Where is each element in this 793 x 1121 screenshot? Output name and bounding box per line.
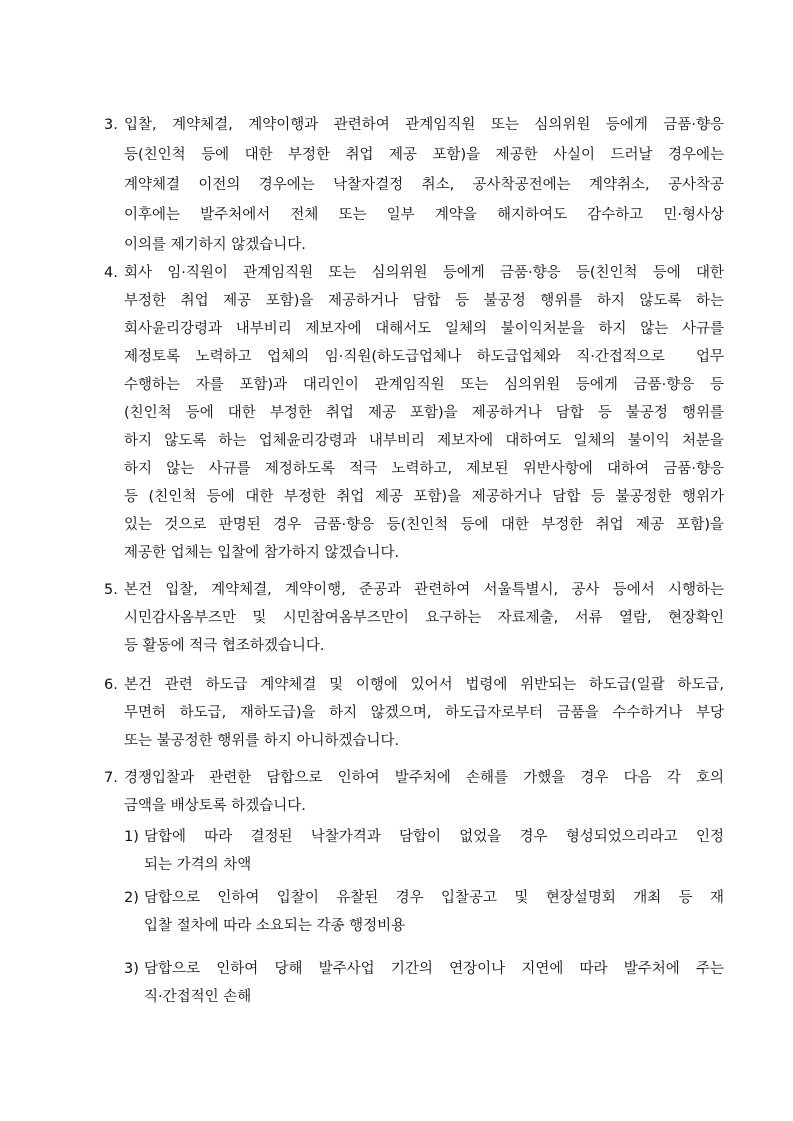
clause-line: 제정토록 노력하고 업체의 임·직원(하도급업체나 하도급업체와 직·간접적으로 업무 <box>124 349 724 365</box>
clause-line: 이후에는 발주처에서 전체 또는 일부 계약을 해지하여도 감수하고 민·형사상 <box>124 207 724 223</box>
clause-line: 하지 않도록 하는 업체윤리강령과 내부비리 제보자에 대하여도 일체의 불이익 처분을 <box>124 433 724 449</box>
clause-line: 등 활동에 적극 협조하겠습니다. <box>124 638 325 654</box>
clause-line: 수행하는 자를 포함)과 대리인이 관계임직원 또는 심의위원 등에게 금품·향응 등 <box>124 377 724 393</box>
clause-number: 5. <box>104 582 118 598</box>
clause-number: 4. <box>104 265 118 281</box>
clause-line: 또는 불공정한 행위를 하지 아니하겠습니다. <box>124 733 400 749</box>
clause-line: 입찰, 계약체결, 계약이행과 관련하여 관계임직원 또는 심의위원 등에게 금품·향응 <box>124 117 724 133</box>
clause-line: 경쟁입찰과 관련한 담합으로 인하여 발주처에 손해를 가했을 경우 다음 각 호의 <box>124 770 724 786</box>
clause-line: 하지 않는 사규를 제정하도록 적극 노력하고, 제보된 위반사항에 대하여 금품·향응 <box>124 461 724 477</box>
subclause-line: 입찰 절차에 따라 소요되는 각종 행정비용 <box>144 918 406 934</box>
clause-line: 본건 입찰, 계약체결, 계약이행, 준공과 관련하여 서울특별시, 공사 등에서 시행하는 <box>124 582 724 598</box>
clause-line: 등 (친인척 등에 대한 부정한 취업 제공 포함)을 제공하거나 담합 등 불공정한 행위가 <box>124 489 724 505</box>
clause-line: 본건 관련 하도급 계약체결 및 이행에 있어서 법령에 위반되는 하도급(일괄 하도급, <box>124 677 724 693</box>
clause-line: 있는 것으로 판명된 경우 금품·향응 등(친인척 등에 대한 부정한 취업 제공 포함)을 <box>124 517 724 533</box>
subclause-line: 담합에 따라 결정된 낙찰가격과 담합이 없었을 경우 형성되었으리라고 인정 <box>144 829 724 845</box>
clause-line: 회사윤리강령과 내부비리 제보자에 대해서도 일체의 불이익처분을 하지 않는 사규를 <box>124 321 724 337</box>
clause-line: 금액을 배상토록 하겠습니다. <box>124 798 306 814</box>
clause-line: 등(친인척 등에 대한 부정한 취업 제공 포함)을 제공한 사실이 드러날 경우에는 <box>124 147 724 163</box>
subclause-number: 2) <box>124 890 139 906</box>
clause-number: 3. <box>104 117 118 133</box>
clause-line: 무면허 하도급, 재하도급)을 하지 않겠으며, 하도급자로부터 금품을 수수하거나 부당 <box>124 705 724 721</box>
clause-line: 제공한 업체는 입찰에 참가하지 않겠습니다. <box>124 545 400 561</box>
clause-line: 회사 임·직원이 관계임직원 또는 심의위원 등에게 금품·향응 등(친인척 등에 대한 <box>124 265 724 281</box>
clause-line: (친인척 등에 대한 부정한 취업 제공 포함)을 제공하거나 담합 등 불공정 행위를 <box>124 405 724 421</box>
subclause-line: 담합으로 인하여 당해 발주사업 기간의 연장이나 지연에 따라 발주처에 주는 <box>144 961 724 977</box>
clause-line: 시민감사옴부즈만 및 시민참여옴부즈만이 요구하는 자료제출, 서류 열람, 현장확인 <box>124 610 724 626</box>
clause-line: 부정한 취업 제공 포함)을 제공하거나 담합 등 불공정 행위를 하지 않도록 하는 <box>124 293 724 309</box>
clause-line: 계약체결 이전의 경우에는 낙찰자결정 취소, 공사착공전에는 계약취소, 공사착공 <box>124 177 724 193</box>
subclause-line: 직·간접적인 손해 <box>144 989 252 1005</box>
subclause-number: 3) <box>124 961 139 977</box>
subclause-number: 1) <box>124 829 139 845</box>
clause-number: 7. <box>104 770 118 786</box>
subclause-line: 담합으로 인하여 입찰이 유찰된 경우 입찰공고 및 현장설명회 개최 등 재 <box>144 890 724 906</box>
clause-number: 6. <box>104 677 118 693</box>
clause-line: 이의를 제기하지 않겠습니다. <box>124 237 306 253</box>
subclause-line: 되는 가격의 차액 <box>144 857 252 873</box>
